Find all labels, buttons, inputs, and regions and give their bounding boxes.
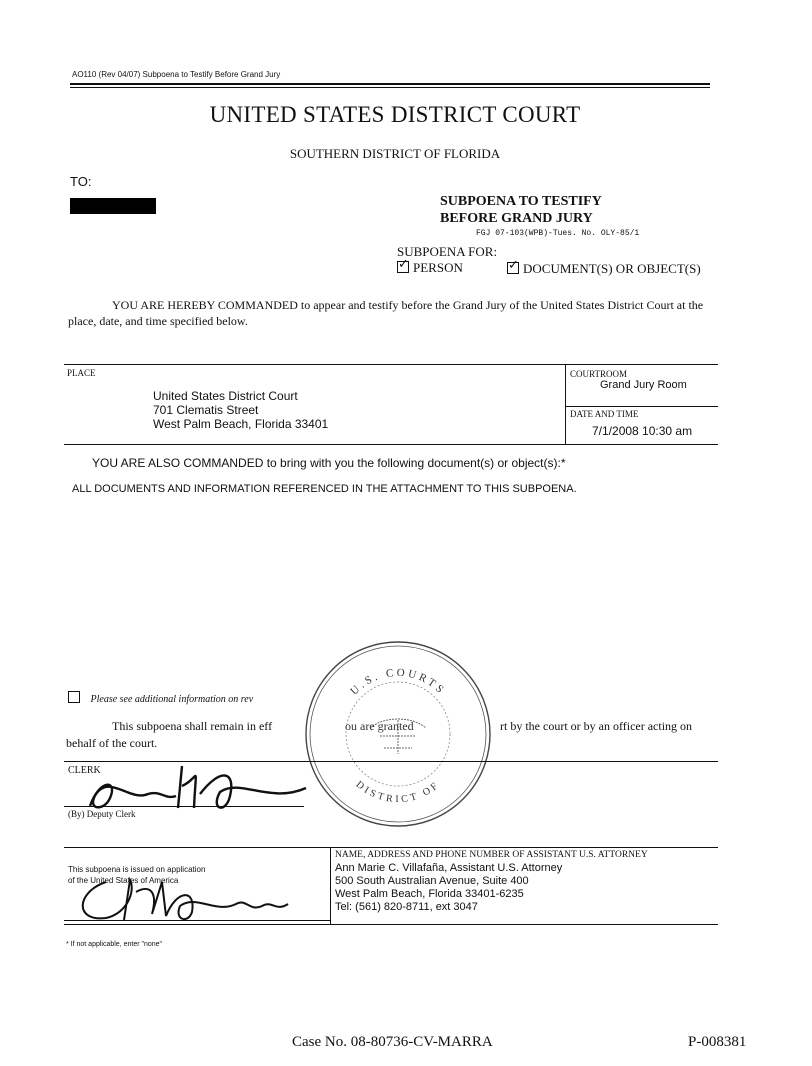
attorney-name: Ann Marie C. Villafaña, Assistant U.S. Attorney [335, 862, 563, 874]
option-documents-label: DOCUMENT(S) OR OBJECT(S) [523, 261, 701, 276]
attorney-label: NAME, ADDRESS AND PHONE NUMBER OF ASSISTANT U.S. ATTORNEY [335, 850, 648, 860]
additional-info-label: Please see additional information on rev [90, 694, 254, 705]
option-person [397, 260, 463, 276]
courtroom-label: COURTROOM [570, 369, 627, 379]
date-time-value: 7/1/2008 10:30 am [592, 424, 693, 438]
page-id: P-008381 [688, 1034, 747, 1050]
subpoena-title-2: BEFORE GRAND JURY [440, 211, 593, 226]
effect-text-left: This subpoena shall remain in eff [112, 719, 273, 733]
documents-text: ALL DOCUMENTS AND INFORMATION REFERENCED IN THE ATTACHMENT TO THIS SUBPOENA. [72, 483, 577, 495]
place-line3: West Palm Beach, Florida 33401 [153, 417, 329, 431]
attorney-divider [330, 847, 331, 924]
courtroom-value: Grand Jury Room [600, 379, 687, 391]
deputy-rule [64, 806, 304, 807]
header-rule-thin [70, 87, 710, 88]
attorney-address1: 500 South Australian Avenue, Suite 400 [335, 875, 529, 887]
footnote: * If not applicable, enter "none" [66, 941, 163, 948]
additional-info-checkbox[interactable] [68, 691, 80, 703]
court-title: UNITED STATES DISTRICT COURT [209, 102, 581, 127]
district-name: SOUTHERN DISTRICT OF FLORIDA [289, 146, 501, 161]
header-rule [70, 83, 710, 85]
form-id [72, 70, 280, 79]
seal-top-text: U.S. COURTS [348, 666, 448, 698]
case-reference: FGJ 07-103(WPB)-Tues. No. OLY-85/1 [476, 229, 640, 238]
table-top-rule [64, 364, 718, 365]
table-divider [565, 364, 566, 444]
command-paragraph: YOU ARE HEREBY COMMANDED to appear and testify before the Grand Jury of the United States District Court at the place, date, and time specified below. [68, 298, 704, 328]
documents-checkbox[interactable] [507, 262, 519, 274]
option-documents [507, 261, 701, 277]
case-number: Case No. 08-80736-CV-MARRA [292, 1034, 493, 1050]
to-label: TO: [70, 174, 92, 189]
issued-on-line1: This subpoena is issued on application [68, 865, 206, 874]
additional-info [68, 691, 253, 705]
attorney-top-rule [64, 847, 718, 848]
also-commanded: YOU ARE ALSO COMMANDED to bring with you the following document(s) or object(s):* [92, 456, 566, 470]
attorney-sign-rule [64, 920, 330, 921]
seal-bottom-text: DISTRICT OF [353, 779, 443, 806]
issued-on-line2: of the United States of America [68, 876, 179, 885]
subpoena-title-1: SUBPOENA TO TESTIFY [440, 194, 602, 209]
attorney-signature [66, 862, 316, 932]
courtroom-rule [566, 406, 718, 407]
place-line1: United States District Court [153, 389, 298, 403]
effect-text-mid: ou are granted [345, 719, 414, 733]
behalf-text: behalf of the court. [66, 736, 158, 750]
table-bottom-rule [64, 444, 718, 445]
effect-text-right: rt by the court or by an officer acting on [500, 719, 693, 733]
date-time-label: DATE AND TIME [570, 409, 639, 419]
attorney-address2: West Palm Beach, Florida 33401-6235 [335, 888, 524, 900]
form-id-text: AO110 (Rev 04/07) Subpoena to Testify Before Grand Jury [72, 70, 281, 79]
person-checkbox[interactable] [397, 261, 409, 273]
place-label: PLACE [67, 368, 96, 378]
deputy-clerk-label: (By) Deputy Clerk [68, 809, 136, 819]
place-line2: 701 Clematis Street [153, 403, 259, 417]
attorney-phone: Tel: (561) 820-8711, ext 3047 [335, 901, 478, 913]
redaction-bar [70, 198, 156, 214]
clerk-label: CLERK [68, 765, 101, 776]
subpoena-for-label: SUBPOENA FOR: [397, 244, 498, 259]
option-person-label: PERSON [413, 260, 463, 275]
